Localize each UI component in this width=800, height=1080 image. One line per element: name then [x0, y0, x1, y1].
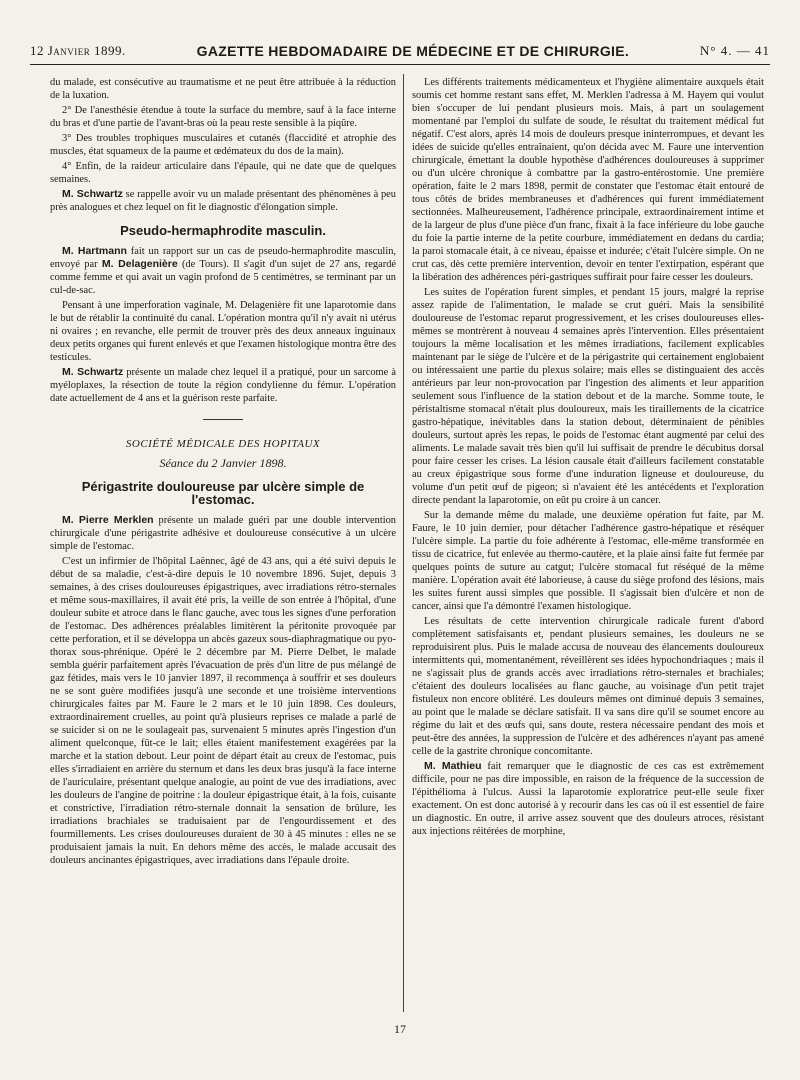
paragraph — [50, 188, 396, 214]
header-issue: N° 4. — 41 — [699, 43, 770, 58]
session-date: Séance du 2 Janvier 1898. — [159, 456, 287, 470]
paragraph-text: fait remarquer que le diagnostic de ces cas est extrêmement difficile, pour ne pas dire impossible, en raison de la fréquence de la succession de l'épithélioma à l'ulcus. Aussi la laparotomie exploratrice peut-elle seule fixer exactement. On est donc autorisé à y recourir dans les cas où il est essentiel de faire un diagnostic. En outre, il arrive assez souvent que des douleurs atroces, résistant aux injections réitérées de morphine, — [412, 761, 764, 837]
header-title: GAZETTE HEBDOMADAIRE DE MÉDECINE ET DE CHIRURGIE. — [196, 43, 630, 59]
paragraph — [50, 514, 396, 553]
separator-rule — [203, 419, 243, 420]
speaker-name: M. Schwartz — [62, 188, 123, 200]
header-date: 12 Janvier 1899. — [30, 43, 126, 58]
section-heading: Périgastrite douloureuse par ulcère simple de l'estomac. — [81, 479, 365, 507]
speaker-name: M. Mathieu — [424, 760, 482, 772]
paragraph — [50, 245, 396, 297]
speaker-name: M. Pierre Merklen — [62, 514, 154, 526]
right-column — [412, 76, 764, 1006]
paragraph: du malade, est consécutive au traumatisme et ne peut être attribuée à la réduction de la luxation. — [50, 77, 396, 101]
page-number: 17 — [394, 1022, 406, 1036]
paragraph-text: se rappelle avoir vu un malade présentant des phénomènes à peu près analogues et chez lequel on fit le diagnostic d'élongation simple. — [50, 189, 396, 213]
running-header — [30, 38, 770, 65]
society-title: SOCIÉTÉ MÉDICALE DES HOPITAUX — [125, 438, 321, 450]
paragraph — [50, 366, 396, 405]
paragraph: Sur la demande même du malade, une deuxième opération fut faite, par M. Faure, le 10 juin dernier, pour détacher l'adhérence gastro-hépatique et réséquer l'ulcère simple. La partie du foie adhérente à l'estomac, elle-même transformée en tissu de cicatrice, fut enlevée au thermo-cautère, et la plaie ainsi faite fut fermée par quelques points de suture au catgut; l'ulcère stomacal fut réséqué de la même manière. L'opération avait été laborieuse, à cause du siège profond des lésions, mais les suites furent aussi simples que possible. Il s'agissait bien d'ulcère et non de cancer, ainsi que l'a démontré l'examen histologique. — [412, 510, 764, 612]
left-column — [50, 76, 396, 1006]
section-heading: Pseudo-hermaphrodite masculin. — [120, 223, 326, 238]
paragraph-text: présente un malade chez lequel il a pratiqué, pour un sarcome à myéloplaxes, la résection de toute la région condylienne du fémur. L'opération date actuellement de 4 ans et la guérison reste parfaite. — [50, 367, 396, 404]
paragraph: 2° De l'anesthésie étendue à toute la surface du membre, sauf à la face interne du bras et d'une partie de l'avant-bras où la peau reste sensible à la piqûre. — [50, 105, 396, 129]
paragraph: 3° Des troubles trophiques musculaires et cutanés (flaccidité et atrophie des muscles, état squameux de la paume et œdémateux du dos de la main). — [50, 133, 396, 157]
paragraph: Les suites de l'opération furent simples, et pendant 15 jours, malgré la reprise assez rapide de l'alimentation, le malade se crut guéri. Mais la sensibilité douloureuse de l'estomac reparut progressivement, et les crises douloureuses elles-mêmes se montrèrent à nouveau 4 semaines après l'intervention. Elles présentaient toujours la même localisation et les mêmes irradiations, facilement explicables maintenant par le siège de l'ulcère et de la périgastrite qui certainement englobaient ou intéressaient une partie du plexus solaire; mais elles se distinguaient des accès antérieurs par leur non-provocation par l'ingestion des aliments et leur apparition seulement sous l'influence de la station debout et de la marche. Somme toute, le péristaltisme stomacal n'était plus douloureux, mais les tiraillements de la cicatrice gastro-hépatique, inévitables dans la station debout, déterminaient de pénibles douleurs, surtout après les repas, le poids de l'estomac étant augmenté par celui des aliments. Le malade savait très bien qu'il lui suffisait de prendre le décubitus dorsal pour faire cesser les crises. La lésion causale était d'ailleurs facilement constatable au creux épigastrique sous forme d'une induration ligneuse et douloureuse, du volume d'un petit œuf de pigeon; si n'avaient été les antécédents et l'exploration directe pendant la laparotomie, on eût pu croire à un cancer. — [412, 287, 764, 506]
paragraph-text: (de Tours). Il s'agit d'un sujet de 27 ans, regardé comme femme et qui avait un vagin profond de 5 centimètres, se terminant par un cul-de-sac. — [50, 259, 396, 296]
paragraph-text: fait un rapport sur un cas de pseudo-hermaphrodite masculin, envoyé par — [50, 246, 396, 270]
paragraph: Pensant à une imperforation vaginale, M. Delagenière fit une laparotomie dans le but de rétablir la continuité du canal. L'opération montra qu'il n'y avait ni utérus ni ovaires ; en revanche, elle permit de trouver près des deux anneaux inguinaux deux petits organes qui furent enlevés et que l'examen histologique montra être des testicules. — [50, 300, 396, 363]
paragraph: Les résultats de cette intervention chirurgicale radicale furent d'abord complètement satisfaisants et, pendant plusieurs semaines, les douleurs ne se reproduisirent plus. Puis le malade accusa de nouveau des élancements douloureux intermittents qui, momentanément, réveillèrent ses idées hypochondriaques ; mais il ne s'agissait plus de grands accès avec irradiations rétro-sternales et brachiales; c'étaient des douleurs localisées au flanc gauche, au voisinage d'un petit trajet fistuleux non encore oblitéré. Les douleurs mêmes ont diminué depuis 3 semaines, au point que le malade se déclare satisfait. Il va sans dire qu'il se soumet encore au régime du lait et des œufs qui, sans doute, restera nécessaire pendant des mois et peut-être des années, la suppression de l'ulcère et des adhérences n'ayant pas amené celle de la gastrite chronique concomitante. — [412, 616, 764, 757]
speaker-name: M. Hartmann — [62, 245, 127, 257]
paragraph: C'est un infirmier de l'hôpital Laënnec, âgé de 43 ans, qui a été suivi depuis le début de sa maladie, c'est-à-dire depuis le 10 novembre 1896. Sujet, depuis 3 semaines, à des crises douloureuses épigastriques, avec irradiations rétro-sternales et même sous-maxillaires, il avait été pris, la veille de son entrée à l'hôpital, d'une douleur subite et atroce dans le flanc gauche, avec tous les signes d'une perforation de l'estomac. Des adhérences préalables limitèrent la péritonite provoquée par cette perforation, et il se développa un abcès gazeux sous-diaphragmatique ou pyo-thorax sous-phrénique. Opéré le 2 décembre par M. Pierre Delbet, le malade sembla guérir parfaitement après l'évacuation de près d'un litre de pus mélangé de gaz fétides, mais vers le 10 janvier 1897, il recommença à souffrir et ses douleurs ne se sont guère modifiées jusqu'à une seconde et une troisième interventions chirurgicales faites par M. Faure le 2 mars et le 10 juin 1898. Ces douleurs, extraordinairement cruelles, au point qu'à plusieurs reprises ce malade a parlé de se suicider si on ne le soulageait pas, survenaient 5 minutes après l'ingestion d'un aliment quelconque, fût-ce le lait; elles étaient manifestement exagérées par la marche et la station debout. Leur point de départ était au creux de l'estomac, puis elles s'irradiaient en arrière du sternum et dans les deux bras jusqu'à la face interne de l'auriculaire, présentant quelque analogie, au point de vue des irradiations, avec les douleurs de l'angine de poitrine : la douleur épigastrique était, à la fois, cuisante et constrictive, l'irradiation rétro-sternale donnait la sensation de brûlure, les irradiations brachiales se traduisaient par de l'engourdissement et des fourmillements. Les crises douloureuses duraient de 30 à 45 minutes : elles ne se produisaient jamais la nuit. En dehors même des accès, le malade accusait des douleurs ancinantes épigastriques, avec irradiations dans l'épaule droite. — [50, 556, 396, 866]
paragraph — [412, 760, 764, 838]
speaker-name: M. Delagenière — [101, 258, 178, 270]
paragraph: Les différents traitements médicamenteux et l'hygiène alimentaire auxquels était soumis cet homme restant sans effet, M. Merklen l'adressa à M. Hayem qui voulut bien s'occuper de lui pendant plusieurs mois. Mais, à part un soulagement momentané par l'emploi du sulfate de soude, le résultat du traitement médical fut négatif. C'est alors, après 14 mois de douleurs presque ininterrompues, et devant les idées de suicide qu'elles entraînaient, qu'on décida avec M. Faure une intervention chirurgicale, émettant la double hypothèse d'adhérences douloureuses à supprimer ou d'un ulcère chronique à combattre par la gastro-entérostomie. Une première opération, faite le 2 mars 1898, permit de constater que l'estomac était entouré de tous côtés de brides membraneuses et d'adhérences qui furent immédiatement sectionnées. Malheureusement, l'adhérence principale, extraordinairement intime et de la largeur de plus d'une pièce d'un franc, fixait à la face inférieure du lobe gauche du foie la partie interne de la petite courbure, immédiatement en dedans du cardia; la paroi stomacale était, à ce niveau, épaisse et indurée; c'était l'ulcère simple. On ne crut cas, dès cette première intervention, devoir en tenter l'extirpation, espérant que la libération des adhérences péri-gastriques suffirait pour faire cesser les douleurs. — [412, 77, 764, 283]
paragraph-text: présente un malade guéri par une double intervention chirurgicale d'une périgastrite adhésive et douloureuse consécutive à un ulcère simple de l'estomac. — [50, 515, 396, 552]
speaker-name: M. Schwartz — [62, 366, 124, 378]
paragraph: 4° Enfin, de la raideur articulaire dans l'épaule, qui ne date que de quelques semaines. — [50, 161, 396, 185]
column-divider — [403, 74, 404, 1012]
